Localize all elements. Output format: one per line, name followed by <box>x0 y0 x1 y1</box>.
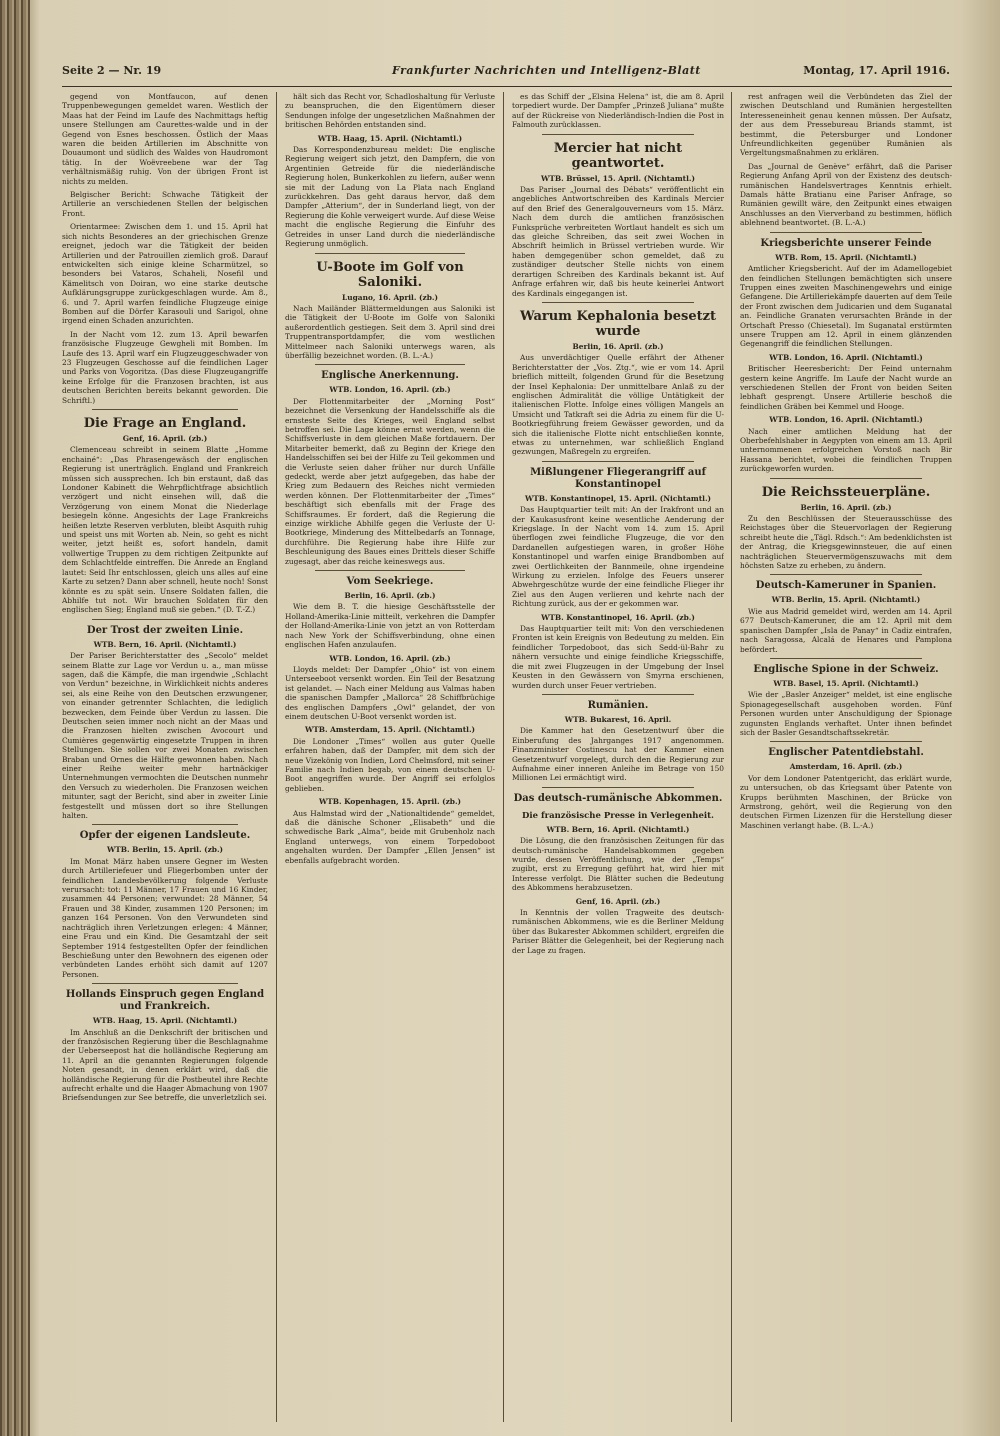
article-divider <box>770 478 922 479</box>
article-text: Im Monat März haben unsere Gegner im Westen durch Artilleriefeuer und Fliegerbomben unter der feindlichen Landesbevölkerung folgende Verluste verursacht: tot: 11 Männer, 17 Frauen und 16 Kinder, zusammen 44 Personen; verwundet: 28 Männer, 54 Frauen und 38 Kinder, zusammen 120 Personen; im ganzen 164 Personen. Von den Verwundeten sind nachträglich ihren Verletzungen erlegen: 4 Männer, eine Frau und ein Kind. Die Gesamtzahl der seit September 1914 festgestellten Opfer der feindlichen Beschießung unter den Bewohnern des eigenen oder verbündeten Landes erhöht sich damit auf 1207 Personen. <box>62 856 268 979</box>
header-masthead: Frankfurter Nachrichten und Intelligenz-Blatt <box>392 64 701 77</box>
article-subheadline: Die französische Presse in Verlegenheit. <box>522 810 714 821</box>
article-text: Das Hauptquartier teilt mit: An der Irakfront und an der Kaukasusfront keine wesentliche Aenderung der Kriegslage. In der Nacht vom 14. zum 15. April überflogen zwei feindliche Flugzeuge, die vor den Dardanellen aufgestiegen waren, in großer Höhe Konstantinopel und warfen einige Brandbomben auf zwei Oertlichkeiten der Bannmeile, ohne irgendeine Wirkung zu erzielen. Infolge des Feuers unserer Abwehrgeschütze wurde der eine feindliche Flieger ihr Ziel aus den Augen verlieren und kehrte nach der Richtung zurück, aus der er gekommen war. <box>512 505 724 609</box>
article-headline: Mißlungener Fliegerangriff auf Konstantinopel <box>530 466 706 490</box>
column-divider <box>276 92 277 1422</box>
article-text: Belgischer Bericht: Schwache Tätigkeit der Artillerie an verschiedenen Stellen der belgischen Front. <box>62 190 268 218</box>
article-headline: Warum Kephalonia besetzt wurde <box>519 308 716 339</box>
column-divider <box>503 92 504 1422</box>
page-header <box>62 64 950 84</box>
article-divider <box>770 232 922 233</box>
article-text: Vor dem Londoner Patentgericht, das erklärt wurde, zu untersuchen, ob das Kriegsamt über Patente von Krupps berühmten Maschinen, der Brücke von Armstrong, gehört, weil die Regierung von den deutschen Firmen Lizenzen für die Herstellung dieser Maschinen verlangt habe. (B. L.-A.) <box>740 773 952 830</box>
dateline: WTB. Bukarest, 16. April. <box>564 714 672 724</box>
article-divider <box>770 658 922 659</box>
dateline: WTB. Haag, 15. April. (Nichtamtl.) <box>92 1016 238 1026</box>
article-text: Die Kammer hat den Gesetzentwurf über die Einberufung des Jahrganges 1917 angenommen. Finanzminister Costinescu hat der Kammer einen Gesetzentwurf vorgelegt, durch den die Regierung zur Aufnahme einer inneren Anleihe im Betrage von 150 Millionen Lei ermächtigt wird. <box>512 726 724 783</box>
dateline: Genf, 16. April. (zb.) <box>575 896 661 906</box>
article-text: Orientarmee: Zwischen dem 1. und 15. April hat sich nichts Besonderes an der griechischen Grenze ereignet, jedoch war die Tätigkeit der beiden Artillerien und der Patrouillen ziemlich groß. Darauf entwickelten sich einige kleine Scharmützel, so besonders bei Vataros, Schaheli, Nosefil und Kämelitsch von Doiran, wo eine starke deutsche Aufklärungsgruppe zurückgeschlagen wurde. Am 8., 6. und 7. April warfen feindliche Flugzeuge einige Bomben auf die Dörfer Karasouli und Sarigol, ohne irgend einen Schaden anzurichten. <box>62 222 268 326</box>
column-3 <box>512 92 724 1422</box>
article-text: Der Pariser Berichterstatter des „Secolo“ meldet seinem Blatte zur Lage vor Verdun u. a., man müsse sagen, daß die Kämpfe, die man irgendwie „Schlacht von Verdun“ bezeichne, in Wirklichkeit nichts anderes sei, als eine Reihe von den Deutschen erzwungener, von einander getrennter Schlachten, die lediglich bezwecken, dem Feinde über Verdun zu lassen. Die Deutschen seien immer noch nicht an der Maas und die Franzosen hielten zwischen Avocourt und Cumières gegenwärtig eingesetzte Truppen in ihren Stellungen. Sie sollen vor zwei Monaten zwischen Braban und Ornes die Hälfte gewonnen haben. Nach einer Reihe weiter mehr hartnäckiger Unternehmungen vermochten die Deutschen nunmehr den Versuch zu wiederholen. Die Franzosen weichen mitunter, sagt der Bericht, sind aber in zweiter Linie festgestellt und müssen dort so ihre Stellungen halten. <box>62 651 268 821</box>
dateline: WTB. Konstantinopel, 15. April. (Nichtamtl.) <box>524 493 712 503</box>
article-text: In Kenntnis der vollen Tragweite des deutsch-rumänischen Abkommens, wie es die Berliner Meldung über das Bukarester Abkommen schildert, ergreifen die Pariser Blätter die Gelegenheit, bei der Regierung nach der Lage zu fragen. <box>512 908 724 955</box>
article-text: In der Nacht vom 12. zum 13. April bewarfen französische Flugzeuge Gewgheli mit Bomben. Im Laufe des 13. April warf ein Flugzeuggeschwader von 23 Flugzeugen Geschosse auf die feindlichen Lager und Parks von Vogoritza. (Das diese Flugzeugangriffe keine Erfolge für die Franzosen brachten, ist aus deutschen Berichten bereits bekannt geworden. Die Schriftl.) <box>62 329 268 405</box>
article-headline: Mercier hat nicht geantwortet. <box>553 140 683 171</box>
article-text: Das Pariser „Journal des Débats“ veröffentlicht ein angebliches Antwortschreiben des Kardinals Mercier auf den Brief des Generalgouverneurs vom 15. März. Nach dem durch die amtlichen französischen Funksprüche verbreiteten Wortlaut handelt es sich um das gleiche Schreiben, das seit zwei Wochen in Abschrift heimlich in Brüssel vertrieben wurde. Wir haben demgegenüber schon gemeldet, daß zu zuständiger deutscher Stelle nichts von einem derartigen Schreiben des Kardinals bekannt ist. Auf Anfrage erfahren wir, daß bis heute keinerlei Antwort des Kardinals eingegangen ist. <box>512 185 724 298</box>
dateline: WTB. London, 16. April. (Nichtamtl.) <box>769 415 923 425</box>
article-divider <box>770 574 922 575</box>
dateline: WTB. Brüssel, 15. April. (Nichtamtl.) <box>541 173 695 183</box>
article-divider <box>542 787 694 788</box>
article-divider <box>542 694 694 695</box>
article-headline: Die Reichssteuerpläne. <box>761 484 931 500</box>
dateline: WTB. London, 16. April. (Nichtamtl.) <box>769 352 923 362</box>
article-divider <box>315 570 465 571</box>
article-headline: Englische Anerkennung. <box>321 370 459 382</box>
dateline: WTB. Konstantinopel, 16. April. (zb.) <box>541 612 695 622</box>
article-text: Aus unverdächtiger Quelle erfährt der Athener Berichterstatter der „Vos. Ztg.“, wie er vom 14. April brieflich mitteilt, folgenden Grund für die Besetzung der Insel Kephalonia: Der unmittelbare Anlaß zu der englischen Admiralität die völlige Untätigkeit der italienischen Flotte. Infolge eines völligen Mangels an Umsicht und Tatkraft sei die Adria zu einem für die U-Bootkriegführung freiem Gewässer geworden, und da sich die italienische Flotte nicht entschließen konnte, etwas zu unternehmen, war schließlich England gezwungen, Maßregeln zu ergreifen. <box>512 353 724 457</box>
article-text: rest anfragen weil die Verbündeten das Ziel der zwischen Deutschland und Rumänien hergestellten Interesseneinheit genau kennen müssen. Der Aufsatz, der aus dem Pressebureau Briands stammt, ist bestimmt, die Petersburger und Londoner Unfreundlichkeiten gegenüber Rumänien als Vergeltungsmaßnahmen zu erklären. <box>740 92 952 158</box>
article-text: Clemenceau schreibt in seinem Blatte „Homme enchainé“: „Das Phrasengewäsch der englischen Regierung ist unerträglich. England und Frankreich müssen sich aussprechen. Ich bin erstaunt, daß das Londoner Kabinett die Wehrpflichtfrage absichtlich verzögert und nicht einsehen will, daß die Verzögerung von einem Monat die Niederlage besiegeln könne. Angesichts der Lage Frankreichs heißen letzte Reserven verbluten, bleibt Asquith ruhig und speist uns mit Worten ab. Nein, so geht es nicht weiter, jetzt heißt es, sofort handeln, damit vollwertige Truppen zu dem richtigen Zeitpunkte auf dem Schlachtfelde eintreffen. Die Anrede an England lautet: Seid Ihr entschlossen, gleich uns alles auf eine Karte zu setzen? Dann aber schnell, heute noch! Sonst könnte es zu spät sein. Unsere Soldaten fallen, die Abhilfe tut not. Wir brauchen Soldaten für den englischen Sieg; England muß sie geben.“ (D. T.-Z.) <box>62 445 268 615</box>
article-text: Britischer Heeresbericht: Der Feind unternahm gestern keine Angriffe. Im Laufe der Nacht wurde an verschiedenen Stellen der Front von beiden Seiten lebhaft gesprengt. Unsere Artillerie beschoß die feindlichen Gräben bei Kemmel und Hooge. <box>740 364 952 411</box>
column-2 <box>285 92 495 1422</box>
article-text: Nach Mailänder Blättermeldungen aus Saloniki ist die Tätigkeit der U-Boote im Golfe von Saloniki außerordentlich gestiegen. Seit dem 3. April sind drei Truppentransportdampfer, die vom westlichen Mittelmeer nach Saloniki unterwegs waren, als überfällig bezeichnet worden. (B. L.-A.) <box>285 303 495 360</box>
page-edge-shadow <box>960 0 1000 1436</box>
dateline: WTB. Berlin, 15. April. (Nichtamtl.) <box>771 595 921 605</box>
dateline: WTB. Bern, 16. April. (Nichtamtl.) <box>546 824 690 834</box>
article-headline: Vom Seekriege. <box>346 576 434 588</box>
dateline: WTB. Amsterdam, 15. April. (Nichtamtl.) <box>304 725 476 735</box>
article-headline: Die Frage an England. <box>83 416 247 431</box>
article-divider <box>542 134 694 135</box>
article-divider <box>315 364 465 365</box>
article-text: Wie aus Madrid gemeldet wird, werden am 14. April 677 Deutsch-Kameruner, die am 12. April mit dem spanischen Dampfer „Isla de Panay“ in Cadiz eintrafen, nach Saragossa, Alcalá de Henares und Pamplona befördert. <box>740 606 952 654</box>
article-text: Wie der „Basler Anzeiger“ meldet, ist eine englische Spionagegesellschaft ausgehoben worden. Fünf Personen wurden unter Anschuldigung der Spionage zugunsten Englands verhaftet. Unter ihnen befindet sich der Basler Gesandtschaftssekretär. <box>740 690 952 737</box>
dateline: Lugano, 16. April. (zb.) <box>342 292 438 302</box>
column-divider <box>731 92 732 1422</box>
article-divider <box>542 302 694 303</box>
article-text: Lloyds meldet: Der Dampfer „Ohio“ ist von einem Unterseeboot versenkt worden. Ein Teil der Besatzung ist gelandet. — Nach einer Meldung aus Valmas haben die spanischen Dampfer „Mallorca“ 28 Schiffbrüchige des englischen Dampfers „Owl“ gelandet, der von einem deutschen U-Boot versenkt worden ist. <box>285 664 495 721</box>
dateline: WTB. Bern, 16. April. (Nichtamtl.) <box>93 639 237 649</box>
article-text: Die Londoner „Times“ wollen aus guter Quelle erfahren haben, daß der Dampfer, mit dem sich der neue Vizekönig von Indien, Lord Chelmsford, mit seiner Familie nach Indien begab, von einem deutschen U-Boot angegriffen wurde. Der Angriff sei erfolglos geblieben. <box>285 736 495 793</box>
dateline: WTB. London, 16. April. (zb.) <box>329 385 451 395</box>
article-text: Zu den Beschlüssen der Steuerausschüsse des Reichstages über die Steuervorlagen der Regierung schreibt heute die „Tägl. Rdsch.“: Am bedenklichsten ist der Antrag, die Kriegsgewinnsteuer, die auf einen nachträglichen Steuervermögenszuwachs mit dem höchsten Satze zu erheben, zu ändern. <box>740 514 952 571</box>
article-text: Der Flottenmitarbeiter der „Morning Post“ bezeichnet die Versenkung der Handelsschiffe als die ernsteste Seite des Krieges, weil England selbst betroffen sei. Die Lage könne ernst werden, wenn die Schiffsverluste in dem gleichen Maße fortdauern. Der Mitarbeiter bemerkt, daß zu Beginn der Kriege den Handelsschiffen sei bei der Hilfe zu Teil gekommen und die Verluste seien daher früher nur durch Unfälle gedeckt, werde aber jetzt aufgegeben, das habe der Krieg zum Bedauern des Reiches nicht vermieden werden können. Der Flottenmitarbeiter der „Times“ beschäftigt sich ebenfalls mit der Frage des Schiffsraumes. Er fordert, daß die Regierung die einzige wirkliche Abhilfe gegen die Verluste der U-Bootkriege, Minderung des Mittelbedarfs an Tonnage, durchführe. Die Regierung habe ihre Hilfe zur Beschleunigung des Baues eines Drittels dieser Schiffe zugesagt, aber das reiche keineswegs aus. <box>285 396 495 566</box>
column-1 <box>62 92 268 1422</box>
article-divider <box>315 253 465 254</box>
article-text: Im Anschluß an die Denkschrift der britischen und der französischen Regierung über die Beschlagnahme der Ueberseepost hat die holländische Regierung am 11. April an die genannten Regierungen folgende Noten gesandt, in denen erklärt wird, daß die holländische Regierung für die Postbeutel ihre Rechte aufrecht erhalte und die Haager Abmachung von 1907 Briefsendungen zur See betreffe, die unverletzlich sei. <box>62 1027 268 1103</box>
article-text: Amtlicher Kriegsbericht. Auf der im Adamellogebiet den feindlichen Stellungen bemächtigten sich unsere Truppen eines zweiten Maschinengewehrs und einige Gefangene. Die Artilleriekämpfe dauerten auf dem Teile der Front zwischen dem Judicarien und dem Suganatal an. Feindliche Granaten verursachten Brände in der Ortschaft Presso (Chiesetal). Im Suganatal erstürmten unsere Truppen am 12. April in einem glänzenden Gegenangriff die feindlichen Stellungen. <box>740 264 952 349</box>
article-divider <box>92 409 238 410</box>
article-text: Das „Journal de Genève“ erfährt, daß die Pariser Regierung Anfang April von der Existenz des deutsch-rumänischen Handelsvertrages Kenntnis erhielt. Damals hätte Bratianu eine Pariser Anfrage, so Rumänien gewillt wäre, den Zeitpunkt eines etwaigen Anschlusses an den Vierverband zu bestimmen, höflich ablehnend beantwortet. (B. L.-A.) <box>740 161 952 228</box>
dateline: WTB. Berlin, 15. April. (zb.) <box>106 845 224 855</box>
dateline: WTB. Basel, 15. April. (Nichtamtl.) <box>773 678 919 688</box>
dateline: Berlin, 16. April. (zb.) <box>800 502 892 512</box>
header-page-number: Seite 2 — Nr. 19 <box>62 64 162 77</box>
header-date: Montag, 17. April 1916. <box>803 64 950 77</box>
article-headline: Rumänien. <box>587 699 649 711</box>
article-divider <box>92 983 238 984</box>
header-rule <box>62 86 952 87</box>
article-divider <box>770 741 922 742</box>
article-headline: U-Boote im Golf von Saloniki. <box>316 259 464 290</box>
dateline: Berlin, 16. April. (zb.) <box>572 341 664 351</box>
binding-spine <box>0 0 30 1436</box>
article-text: hält sich das Recht vor, Schadloshaltung für Verluste zu beanspruchen, die den Eigentümern dieser Sendungen infolge der ungesetzlichen Maßnahmen der britischen Behörden entstanden sind. <box>285 92 495 130</box>
article-divider <box>542 461 694 462</box>
dateline: Genf, 16. April. (zb.) <box>122 434 208 443</box>
dateline: WTB. Haag, 15. April. (Nichtamtl.) <box>317 133 463 143</box>
dateline: Amsterdam, 16. April. (zb.) <box>789 762 903 772</box>
article-text: Nach einer amtlichen Meldung hat der Oberbefehlshaber in Aegypten von einem am 13. April unternommenen erfolgreichen Vorstoß nach Bir Hassana berichtet, wobei die feindlichen Truppen zurückgeworfen wurden. <box>740 426 952 474</box>
article-headline: Englischer Patentdiebstahl. <box>768 747 924 759</box>
article-text: gegend von Montfaucon, auf denen Truppenbewegungen gemeldet waren. Westlich der Maas hat der Feind im Laufe des Nachmittags heftig unsere Stellungen am Caurettes-walde und in der Gegend von Esnes beschossen. Östlich der Maas waren die beiden Artillerien im Abschnitte von Douaumont und südlich des Waldes von Haudromont tätig. In der Woëvreebene war der Tag verhältnismäßig ruhig. Von der übrigen Front ist nichts zu melden. <box>62 92 268 186</box>
article-text: Das Korrespondenzbureau meldet: Die englische Regierung weigert sich jetzt, den Dampfern, die von Argentinien Getreide für die niederländische Regierung holen, Bunkerkohlen zu liefern, außer wenn sie mit der Ladung von La Plata nach England zurückkehren. Das geht daraus hervor, daß dem Dampfer „Atterium“, der in Sunderland liegt, von der Regierung die Kohle verweigert wurde. Auf diese Weise macht die englische Regierung die Einfuhr des Getreides in unser Land durch die niederländische Regierung unmöglich. <box>285 145 495 249</box>
article-headline: Das deutsch-rumänische Abkommen. <box>513 792 723 804</box>
dateline: WTB. Kopenhagen, 15. April. (zb.) <box>318 797 462 807</box>
dateline: Berlin, 16. April. (zb.) <box>344 591 436 601</box>
article-headline: Kriegsberichte unserer Feinde <box>760 237 932 249</box>
article-text: Die Lösung, die den französischen Zeitungen für das deutsch-rumänische Handelsabkommen gegeben wurde, dessen Veröffentlichung, wie der „Temps“ zugibt, erst zu Erregung geführt hat, wird hier mit Interesse verfolgt. Die Blätter suchen die Bedeutung des Abkommens herabzusetzen. <box>512 836 724 893</box>
article-text: Das Hauptquartier teilt mit: Von den verschiedenen Fronten ist kein Ereignis von Bedeutung zu melden. Ein feindlicher Torpedoboot, das sich Sedd-ül-Bahr zu nähern versuchte und einige feindliche Kriegsschiffe, die mit zwei Flugzeugen in der Umgebung der Insel Keusten in den Gewässern von Smyrna erschienen, wurden durch unser Feuer vertrieben. <box>512 624 724 690</box>
article-headline: Der Trost der zweiten Linie. <box>86 624 244 636</box>
article-text: Wie dem B. T. die hiesige Geschäftsstelle der Holland-Amerika-Linie mitteilt, verkehren die Dampfer der Holland-Amerika-Linie von jetzt an von Rotterdam nach New York der Schiffsverbindung, ohne einen englischen Hafen anzulaufen. <box>285 602 495 650</box>
article-divider <box>92 824 238 825</box>
dateline: WTB. London, 16. April. (zb.) <box>329 653 451 663</box>
dateline: WTB. Rom, 15. April. (Nichtamtl.) <box>775 252 917 262</box>
article-headline: Hollands Einspruch gegen England und Frankreich. <box>65 989 265 1013</box>
article-headline: Opfer der eigenen Landsleute. <box>79 830 251 842</box>
article-headline: Englische Spione in der Schweiz. <box>753 663 939 675</box>
article-headline: Deutsch-Kameruner in Spanien. <box>755 580 937 592</box>
article-divider <box>92 619 238 620</box>
article-text: Aus Halmstad wird der „Nationaltidende“ gemeldet, daß die dänische Schoner „Elisabeth“ und die schwedische Bark „Alma“, beide mit Grubenholz nach England unterwegs, von einem Torpedoboot angehalten wurden. Der Dampfer „Ellen Jensen“ ist ebenfalls aufgebracht worden. <box>285 808 495 865</box>
article-text: es das Schiff der „Elsina Helena“ ist, die am 8. April torpediert wurde. Der Dampfer „Prinzeß Juliana“ mußte auf der Rückreise von Niederländisch-Indien die Post in Falmouth zurücklassen. <box>512 92 724 130</box>
column-4 <box>740 92 952 1422</box>
